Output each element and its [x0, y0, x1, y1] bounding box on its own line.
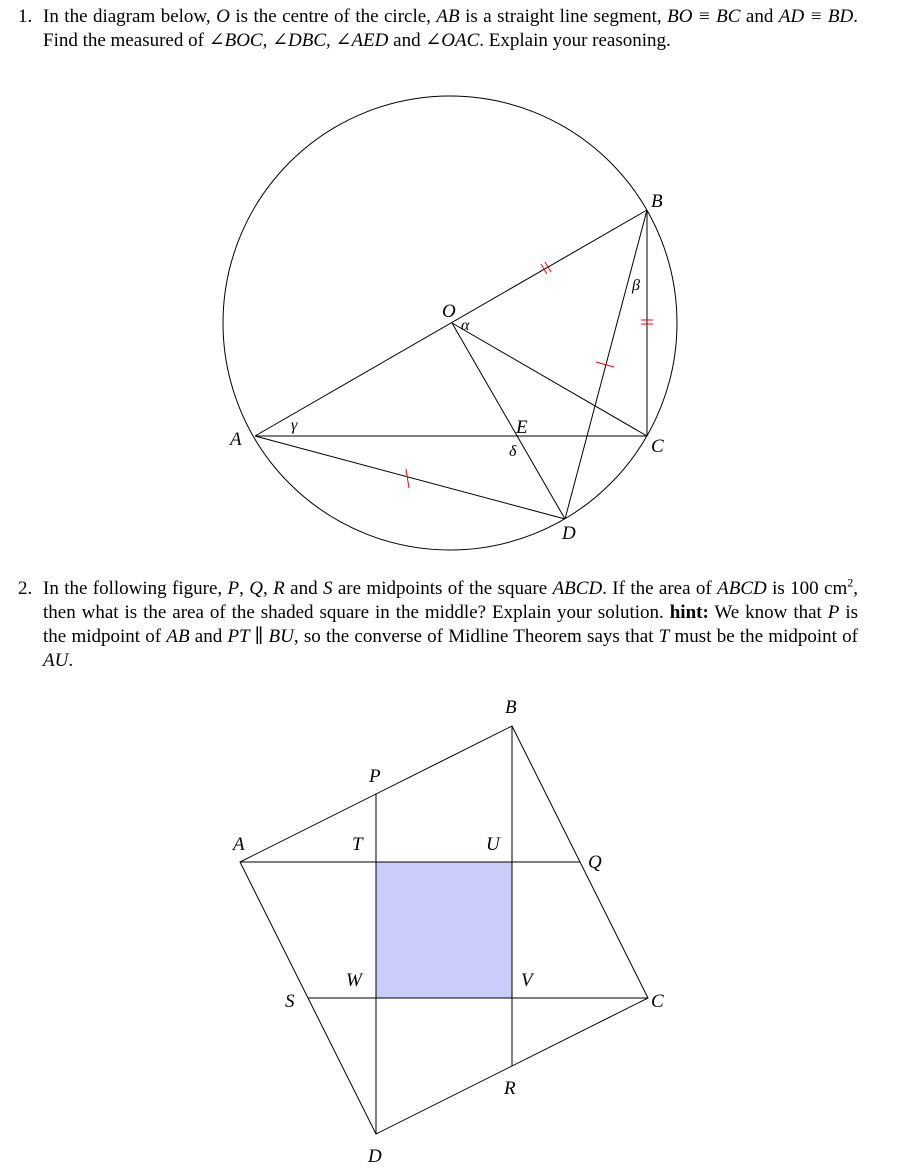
label-E: E: [516, 417, 528, 438]
math-expression: ∠DBC: [272, 30, 327, 51]
math-expression: ∠OAC: [425, 30, 480, 51]
label-V: V: [521, 970, 533, 991]
math-expression: ABCD: [552, 578, 603, 599]
text-run: In the following figure,: [43, 578, 228, 599]
segment-OD: [452, 323, 565, 519]
label-A: A: [230, 429, 242, 450]
math-expression: ABCD: [717, 578, 767, 599]
text-run: is the centre of the circle,: [229, 6, 437, 27]
angle-beta: β: [632, 277, 640, 294]
text-run: must be the midpoint of: [669, 626, 858, 647]
label-U: U: [486, 834, 500, 855]
label-O: O: [442, 301, 456, 322]
problem-2-statement: [43, 577, 858, 673]
math-expression: P: [827, 602, 840, 623]
label-B2: B: [505, 697, 517, 718]
text-run: and: [284, 578, 323, 599]
text-run: , then what is the area of the shaded square in the middle? Explain your solution.: [43, 578, 858, 623]
text-run: In the diagram below,: [43, 6, 217, 27]
problem-number: 1.: [18, 6, 33, 27]
superscript: 2: [847, 575, 854, 590]
angle-alpha: α: [461, 317, 470, 334]
text-run: We know that: [708, 602, 828, 623]
text-run: , so the converse of Midline Theorem says that: [293, 626, 659, 647]
label-P: P: [369, 766, 381, 787]
math-expression: S: [322, 578, 333, 599]
label-D: D: [562, 523, 576, 544]
bold-text: hint:: [669, 602, 709, 623]
math-expression: BO ≡ BC: [667, 6, 741, 27]
problem-number: 2.: [18, 578, 33, 599]
angle-delta: δ: [509, 443, 517, 460]
text-run: are midpoints of the square: [332, 578, 553, 599]
math-expression: AB: [166, 626, 190, 647]
text-run: is a straight line segment,: [459, 6, 668, 27]
text-run: and: [740, 6, 779, 27]
text-run: .: [68, 650, 74, 671]
text-run: ,: [239, 578, 250, 599]
text-run: is 100 cm: [766, 578, 848, 599]
math-expression: AU: [43, 650, 69, 671]
label-A2: A: [233, 834, 245, 855]
label-T: T: [352, 834, 363, 855]
segment-AD: [255, 436, 565, 519]
figure-2-square-diagram: [231, 697, 664, 1167]
text-run: . Find the measured of: [43, 6, 859, 51]
math-expression: P: [227, 578, 240, 599]
label-B: B: [651, 191, 663, 212]
text-run: ,: [263, 578, 274, 599]
math-expression: AB: [436, 6, 460, 27]
text-run: . Explain your reasoning.: [479, 30, 671, 51]
label-Q: Q: [588, 852, 602, 873]
text-run: ,: [326, 30, 336, 51]
label-C: C: [651, 436, 664, 457]
segment-OC: [452, 323, 647, 436]
text-run: and: [189, 626, 228, 647]
label-D2: D: [368, 1146, 382, 1167]
math-expression: Q: [249, 578, 264, 599]
math-expression: R: [273, 578, 285, 599]
text-run: . If the area of: [602, 578, 718, 599]
math-expression: PT ∥ BU: [227, 626, 294, 647]
label-R: R: [504, 1078, 516, 1099]
math-expression: AD ≡ BD: [778, 6, 854, 27]
text-run: ,: [262, 30, 273, 51]
label-S: S: [285, 991, 295, 1012]
math-expression: T: [658, 626, 670, 647]
label-W: W: [346, 970, 362, 991]
shaded-square: [376, 862, 512, 998]
label-C2: C: [651, 991, 664, 1012]
tick-marks: [406, 262, 653, 488]
math-expression: ∠AED: [335, 30, 389, 51]
math-expression: ∠BOC: [208, 30, 263, 51]
problem-2: [18, 577, 858, 673]
text-run: is the midpoint of: [43, 602, 858, 647]
text-run: and: [388, 30, 426, 51]
math-expression: O: [216, 6, 230, 27]
angle-gamma: γ: [291, 417, 298, 434]
